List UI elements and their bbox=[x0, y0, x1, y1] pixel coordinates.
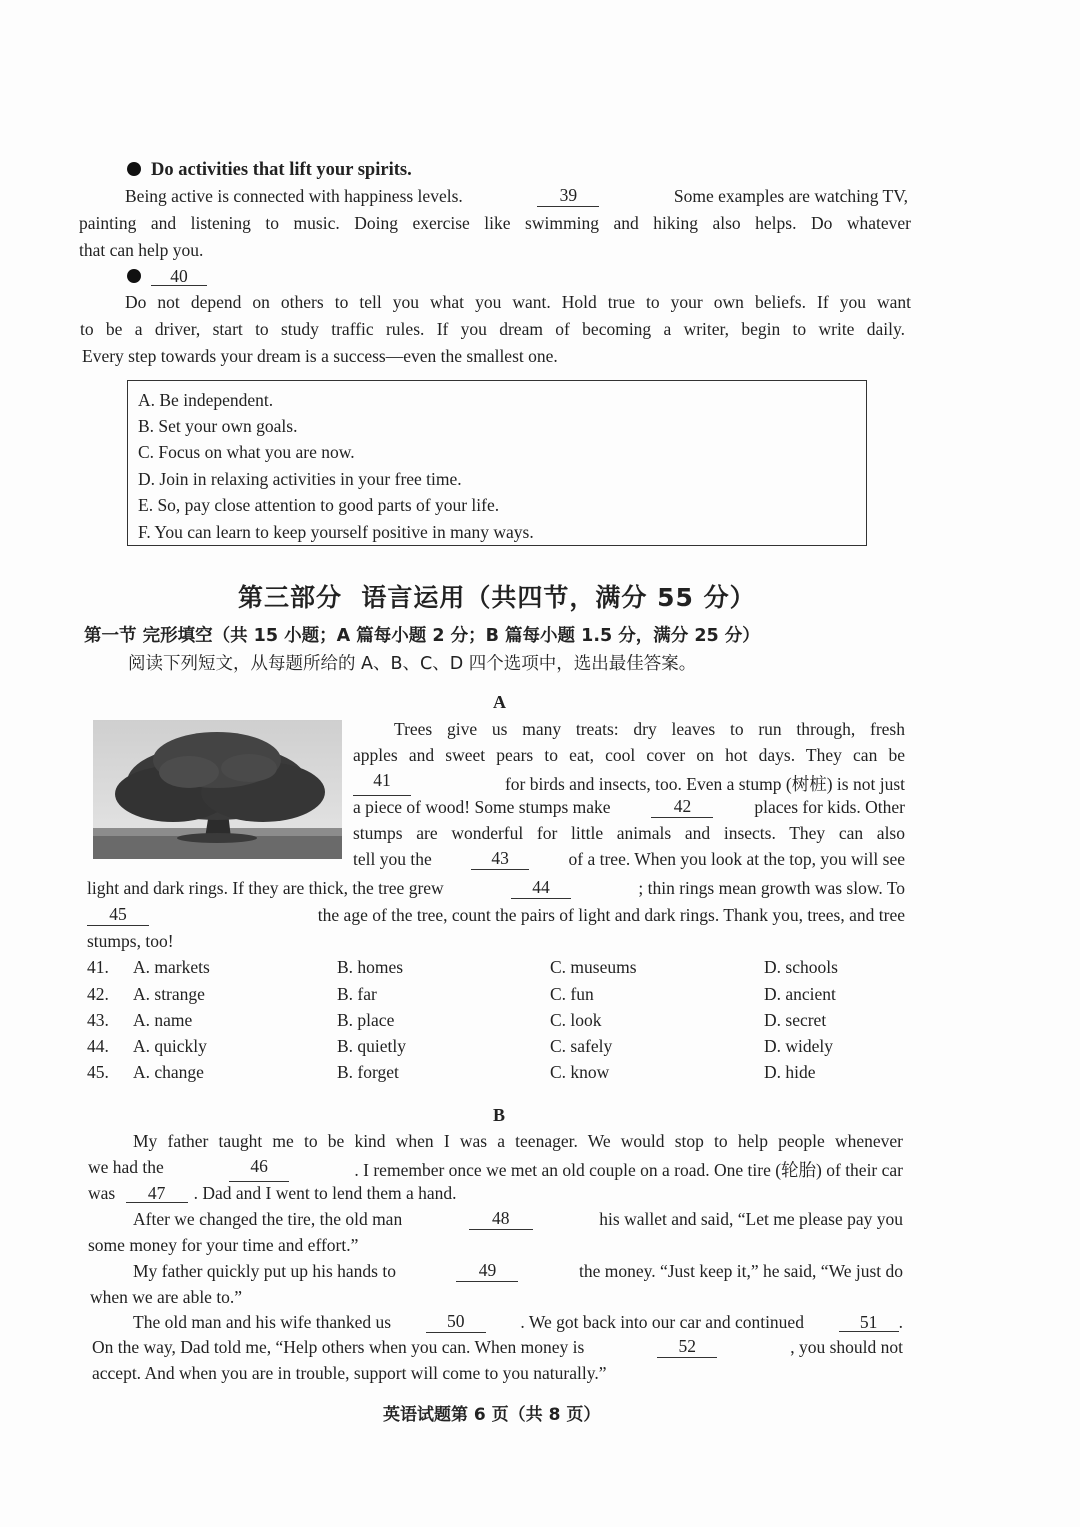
option-c[interactable]: C. look bbox=[550, 1010, 602, 1030]
passage-a-label: A bbox=[493, 692, 506, 712]
option-a[interactable]: A. strange bbox=[133, 984, 205, 1004]
blank-40-row bbox=[127, 266, 207, 287]
passage-b-line-1: My father taught me to be kind when I was a teenager. We would stop to help people whenever bbox=[133, 1131, 903, 1151]
blank-47[interactable]: 47 bbox=[126, 1184, 188, 1203]
passage-b-line-8: The old man and his wife thanked us 50 . We got back into our car and continued 51 . bbox=[133, 1311, 903, 1332]
sec40-line-3: Every step towards your dream is a success—even the smallest one. bbox=[82, 346, 558, 366]
passage-b-line-6: My father quickly put up his hands to 49 the money. “Just keep it,” he said, “We just do bbox=[133, 1260, 903, 1281]
option-b: B. Set your own goals. bbox=[138, 416, 298, 436]
question-row-45 bbox=[0, 1062, 1080, 1086]
option-a[interactable]: A. quickly bbox=[133, 1036, 207, 1056]
spirits-line-1: Being active is connected with happiness levels. 39 Some examples are watching TV, bbox=[125, 185, 908, 206]
option-d[interactable]: D. widely bbox=[764, 1036, 834, 1056]
option-b[interactable]: B. quietly bbox=[337, 1036, 407, 1056]
option-d: D. Join in relaxing activities in your free time. bbox=[138, 469, 462, 489]
blank-48[interactable]: 48 bbox=[469, 1209, 533, 1230]
tree-image bbox=[93, 720, 342, 859]
bullet-icon bbox=[127, 162, 141, 176]
passage-b-line-2: we had the 46 . I remember once we met an old couple on a road. One tire (轮胎) of their car bbox=[88, 1156, 903, 1180]
bullet-icon bbox=[127, 269, 141, 283]
passage-a-line-6: tell you the 43 of a tree. When you look at the top, you will see bbox=[353, 848, 905, 869]
blank-45[interactable]: 45 bbox=[87, 905, 149, 926]
passage-b-line-9: On the way, Dad told me, “Help others when you can. When money is 52 , you should not bbox=[92, 1336, 903, 1357]
option-c: C. Focus on what you are now. bbox=[138, 442, 355, 462]
option-d[interactable]: D. hide bbox=[764, 1062, 816, 1082]
passage-a-line-4: a piece of wood! Some stumps make 42 places for kids. Other bbox=[353, 796, 905, 817]
question-number: 42. bbox=[87, 984, 109, 1004]
question-number: 44. bbox=[87, 1036, 109, 1056]
blank-50[interactable]: 50 bbox=[426, 1312, 486, 1333]
passage-a-line-7: light and dark rings. If they are thick, the tree grew 44 ; thin rings mean growth was slow. To bbox=[87, 877, 905, 898]
section1-instruction: 阅读下列短文，从每题所给的 A、B、C、D 四个选项中，选出最佳答案。 bbox=[128, 654, 697, 674]
spirits-line-2: painting and listening to music. Doing exercise like swimming and hiking also helps. Do whatever bbox=[79, 213, 911, 233]
option-a: A. Be independent. bbox=[138, 390, 274, 410]
option-c[interactable]: C. safely bbox=[550, 1036, 613, 1056]
section1-heading: 第一节 完形填空（共 15 小题；A 篇每小题 2 分；B 篇每小题 1.5 分，满分 25 分） bbox=[84, 626, 760, 646]
passage-a-line-3: 41 for birds and insects, too. Even a stump (树桩) is not just bbox=[353, 771, 905, 796]
option-b[interactable]: B. far bbox=[337, 984, 377, 1004]
option-f: F. You can learn to keep yourself positive in many ways. bbox=[138, 522, 534, 542]
question-row-41 bbox=[0, 957, 1080, 981]
option-b[interactable]: B. homes bbox=[337, 957, 404, 977]
sec40-line-2: to be a driver, start to study traffic rules. If you dream of becoming a writer, begin to write daily. bbox=[80, 319, 905, 339]
option-d[interactable]: D. secret bbox=[764, 1010, 827, 1030]
passage-a-line-1: Trees give us many treats: dry leaves to run through, fresh bbox=[394, 719, 905, 739]
passage-b-line-10: accept. And when you are in trouble, support will come to you naturally.” bbox=[92, 1363, 607, 1383]
passage-b-label: B bbox=[493, 1105, 506, 1125]
blank-51[interactable]: 51 bbox=[839, 1313, 899, 1332]
passage-b-line-3: was 47 . Dad and I went to lend them a hand. bbox=[88, 1183, 457, 1203]
passage-a-line-5: stumps are wonderful for little animals and insects. They can also bbox=[353, 823, 905, 843]
passage-b-line-5: some money for your time and effort.” bbox=[88, 1235, 359, 1255]
sec40-line-1: Do not depend on others to tell you what you want. Hold true to your own beliefs. If you want bbox=[125, 292, 911, 312]
option-b[interactable]: B. forget bbox=[337, 1062, 399, 1082]
part3-title: 第三部分 语言运用（共四节，满分 55 分） bbox=[238, 583, 756, 612]
spirits-line-3: that can help you. bbox=[79, 240, 204, 260]
option-c[interactable]: C. fun bbox=[550, 984, 594, 1004]
question-number: 45. bbox=[87, 1062, 109, 1082]
blank-40[interactable]: 40 bbox=[151, 267, 207, 286]
passage-a-line-9: stumps, too! bbox=[87, 931, 174, 951]
question-row-43 bbox=[0, 1010, 1080, 1034]
option-a[interactable]: A. name bbox=[133, 1010, 193, 1030]
blank-46[interactable]: 46 bbox=[229, 1157, 289, 1182]
blank-39[interactable]: 39 bbox=[537, 186, 599, 207]
option-e: E. So, pay close attention to good parts of your life. bbox=[138, 495, 500, 515]
option-c[interactable]: C. museums bbox=[550, 957, 637, 977]
blank-52[interactable]: 52 bbox=[657, 1337, 717, 1358]
option-d[interactable]: D. schools bbox=[764, 957, 838, 977]
blank-49[interactable]: 49 bbox=[456, 1261, 518, 1282]
option-a[interactable]: A. change bbox=[133, 1062, 204, 1082]
option-d[interactable]: D. ancient bbox=[764, 984, 836, 1004]
passage-b-line-4: After we changed the tire, the old man 48 his wallet and said, “Let me please pay you bbox=[133, 1208, 903, 1229]
question-number: 41. bbox=[87, 957, 109, 977]
blank-44[interactable]: 44 bbox=[511, 878, 571, 899]
question-row-42 bbox=[0, 984, 1080, 1008]
passage-a-line-8: 45 the age of the tree, count the pairs of light and dark rings. Thank you, trees, and tree bbox=[87, 905, 905, 926]
page-footer: 英语试题第 6 页（共 8 页） bbox=[383, 1405, 601, 1425]
blank-41[interactable]: 41 bbox=[353, 771, 411, 796]
option-a[interactable]: A. markets bbox=[133, 957, 210, 977]
blank-42[interactable]: 42 bbox=[651, 797, 713, 818]
question-number: 43. bbox=[87, 1010, 109, 1030]
section-heading-spirits: Do activities that lift your spirits. bbox=[127, 160, 412, 181]
option-b[interactable]: B. place bbox=[337, 1010, 395, 1030]
option-c[interactable]: C. know bbox=[550, 1062, 610, 1082]
blank-43[interactable]: 43 bbox=[471, 849, 529, 870]
question-row-44 bbox=[0, 1036, 1080, 1060]
passage-b-line-7: when we are able to.” bbox=[90, 1287, 243, 1307]
passage-a-line-2: apples and sweet pears to eat, cool cover on hot days. They can be bbox=[353, 745, 905, 765]
